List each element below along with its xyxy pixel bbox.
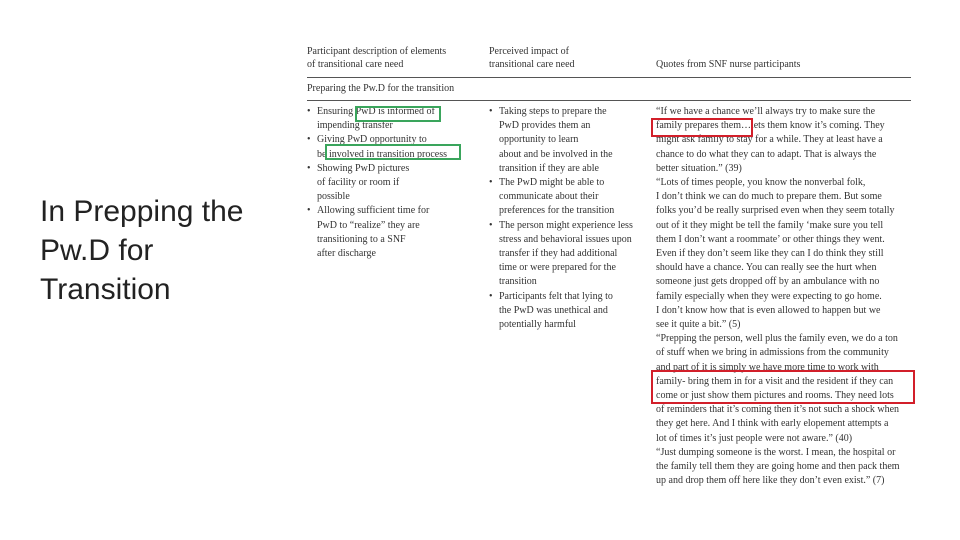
slide-title-line: Pw.D for xyxy=(40,234,154,267)
bullet-item-line: The PwD might be able to xyxy=(499,177,605,189)
col2-impact xyxy=(489,105,641,332)
bullet-icon: • xyxy=(307,162,311,174)
bullet-item-line: PwD to “realize” they are xyxy=(317,219,420,231)
quote-line: folks you’d be really surprised even when they seem totally xyxy=(656,205,895,217)
bullet-item xyxy=(307,162,467,205)
bullet-item xyxy=(307,105,467,133)
slide-title xyxy=(40,192,280,309)
bullet-item-line: about and be involved in the xyxy=(499,148,613,160)
col1-header xyxy=(307,45,446,71)
bullet-icon: • xyxy=(489,290,493,302)
bullet-item-line: Taking steps to prepare the xyxy=(499,106,607,117)
col1-elements xyxy=(307,105,467,261)
bullet-item-line: stress and behavioral issues upon xyxy=(499,233,632,245)
transitional-care-table xyxy=(307,44,911,501)
quote-line: might ask family to stay for a while. They at least have a xyxy=(656,134,883,146)
header-line: transitional care need xyxy=(489,59,575,70)
bullet-icon: • xyxy=(489,177,493,189)
bullet-icon: • xyxy=(307,106,311,117)
bullet-icon: • xyxy=(307,205,311,217)
quote-line: “Just dumping someone is the worst. I mean, the hospital or xyxy=(656,446,896,458)
bullet-icon: • xyxy=(489,106,493,117)
quote-line: up and drop them off here like they don’t even exist.” (7) xyxy=(656,475,885,487)
bullet-item-line: opportunity to learn xyxy=(499,134,579,146)
bullet-item-line: communicate about their xyxy=(499,191,599,203)
col2-header xyxy=(489,45,575,71)
slide-title-line: In Prepping the xyxy=(40,195,244,228)
section-label: Preparing the Pw.D for the transition xyxy=(307,78,911,101)
quote-line: better situation.” (39) xyxy=(656,162,742,174)
bullet-item xyxy=(489,290,641,333)
bullet-item-line: transition if they are able xyxy=(499,162,599,174)
quote-line: chance to do what they can to adapt. That is always the xyxy=(656,148,877,160)
quote-line: them I don’t want a roommate’ or other things they went. xyxy=(656,233,885,245)
col3-quotes xyxy=(656,105,912,488)
quote-line: I don’t think we can do much to prepare them. But some xyxy=(656,191,882,203)
bullet-item-line: the PwD was unethical and xyxy=(499,304,608,316)
bullet-item-line: be involved in transition process xyxy=(317,148,447,160)
header-line: Perceived impact of xyxy=(489,46,569,57)
bullet-item-line: Showing PwD pictures xyxy=(317,162,410,174)
table-header-row xyxy=(307,44,911,78)
quote-line: come or just show them pictures and rooms. They need lots xyxy=(656,390,894,402)
quote-line: “Lots of times people, you know the nonverbal folk, xyxy=(656,177,866,189)
slide-title-line: Transition xyxy=(40,273,171,306)
quote-line: “If we have a chance we’ll always try to make sure the xyxy=(656,106,876,117)
header-line: Quotes from SNF nurse participants xyxy=(656,59,801,70)
bullet-item-line: transitioning to a SNF xyxy=(317,233,406,245)
bullet-item-line: after discharge xyxy=(317,248,376,260)
quote-line: family- bring them in for a visit and the resident if they can xyxy=(656,375,894,387)
bullet-item xyxy=(489,105,641,176)
bullet-item xyxy=(307,204,467,261)
quote-line: I don’t know how that is even allowed to happen but we xyxy=(656,304,881,316)
quote-line: Even if they don’t seem like they can I do think they still xyxy=(656,248,884,260)
bullet-item-line: transfer if they had additional xyxy=(499,248,618,260)
bullet-item-line: Ensuring PwD is informed of xyxy=(317,106,435,117)
bullet-item-line: The person might experience less xyxy=(499,219,633,231)
quote-line: family especially when they were expecting to go home. xyxy=(656,290,882,302)
quote-line: family prepares them…lets them know it’s coming. They xyxy=(656,120,885,132)
bullet-item-line: possible xyxy=(317,191,350,203)
quote-line: should have a chance. You can really see the hurt when xyxy=(656,262,877,274)
bullet-icon: • xyxy=(489,219,493,231)
quote-line: out of it they might be tell the family ‘make sure you tell xyxy=(656,219,884,231)
bullet-item xyxy=(489,176,641,219)
bullet-item-line: PwD provides them an xyxy=(499,120,591,132)
quote-line: see it quite a bit.” (5) xyxy=(656,319,741,331)
bullet-item-line: of facility or room if xyxy=(317,177,400,189)
bullet-item-line: Allowing sufficient time for xyxy=(317,205,430,217)
quote-line: “Prepping the person, well plus the family even, we do a ton xyxy=(656,333,898,345)
table-body-row xyxy=(307,101,911,501)
header-line: Participant description of elements xyxy=(307,46,447,57)
bullet-item-line: impending transfer xyxy=(317,120,393,132)
bullet-item xyxy=(307,133,467,161)
bullet-item-line: potentially harmful xyxy=(499,319,576,331)
quote-line: the family tell them they are going home and then pack them xyxy=(656,461,900,473)
bullet-item-line: transition xyxy=(499,276,537,288)
bullet-item-line: Participants felt that lying to xyxy=(499,290,613,302)
bullet-item xyxy=(489,219,641,290)
quote-line: someone just gets dropped off by an ambulance with no xyxy=(656,276,880,288)
bullet-icon: • xyxy=(307,134,311,146)
header-line: of transitional care need xyxy=(307,59,404,70)
quote-line: of stuff when we bring in admissions from the community xyxy=(656,347,889,359)
quote-line: they get here. And I think with early elopement attempts a xyxy=(656,418,889,430)
quote-line: of reminders that it’s coming then it’s not such a shock when xyxy=(656,404,900,416)
bullet-item-line: preferences for the transition xyxy=(499,205,615,217)
col3-header xyxy=(656,58,800,71)
bullet-item-line: time or were prepared for the xyxy=(499,262,616,274)
quote-line: and part of it is simply we have more time to work with xyxy=(656,361,879,373)
quote-line: lot of times it’s just people were not aware.” (40) xyxy=(656,432,853,444)
bullet-item-line: Giving PwD opportunity to xyxy=(317,134,427,146)
